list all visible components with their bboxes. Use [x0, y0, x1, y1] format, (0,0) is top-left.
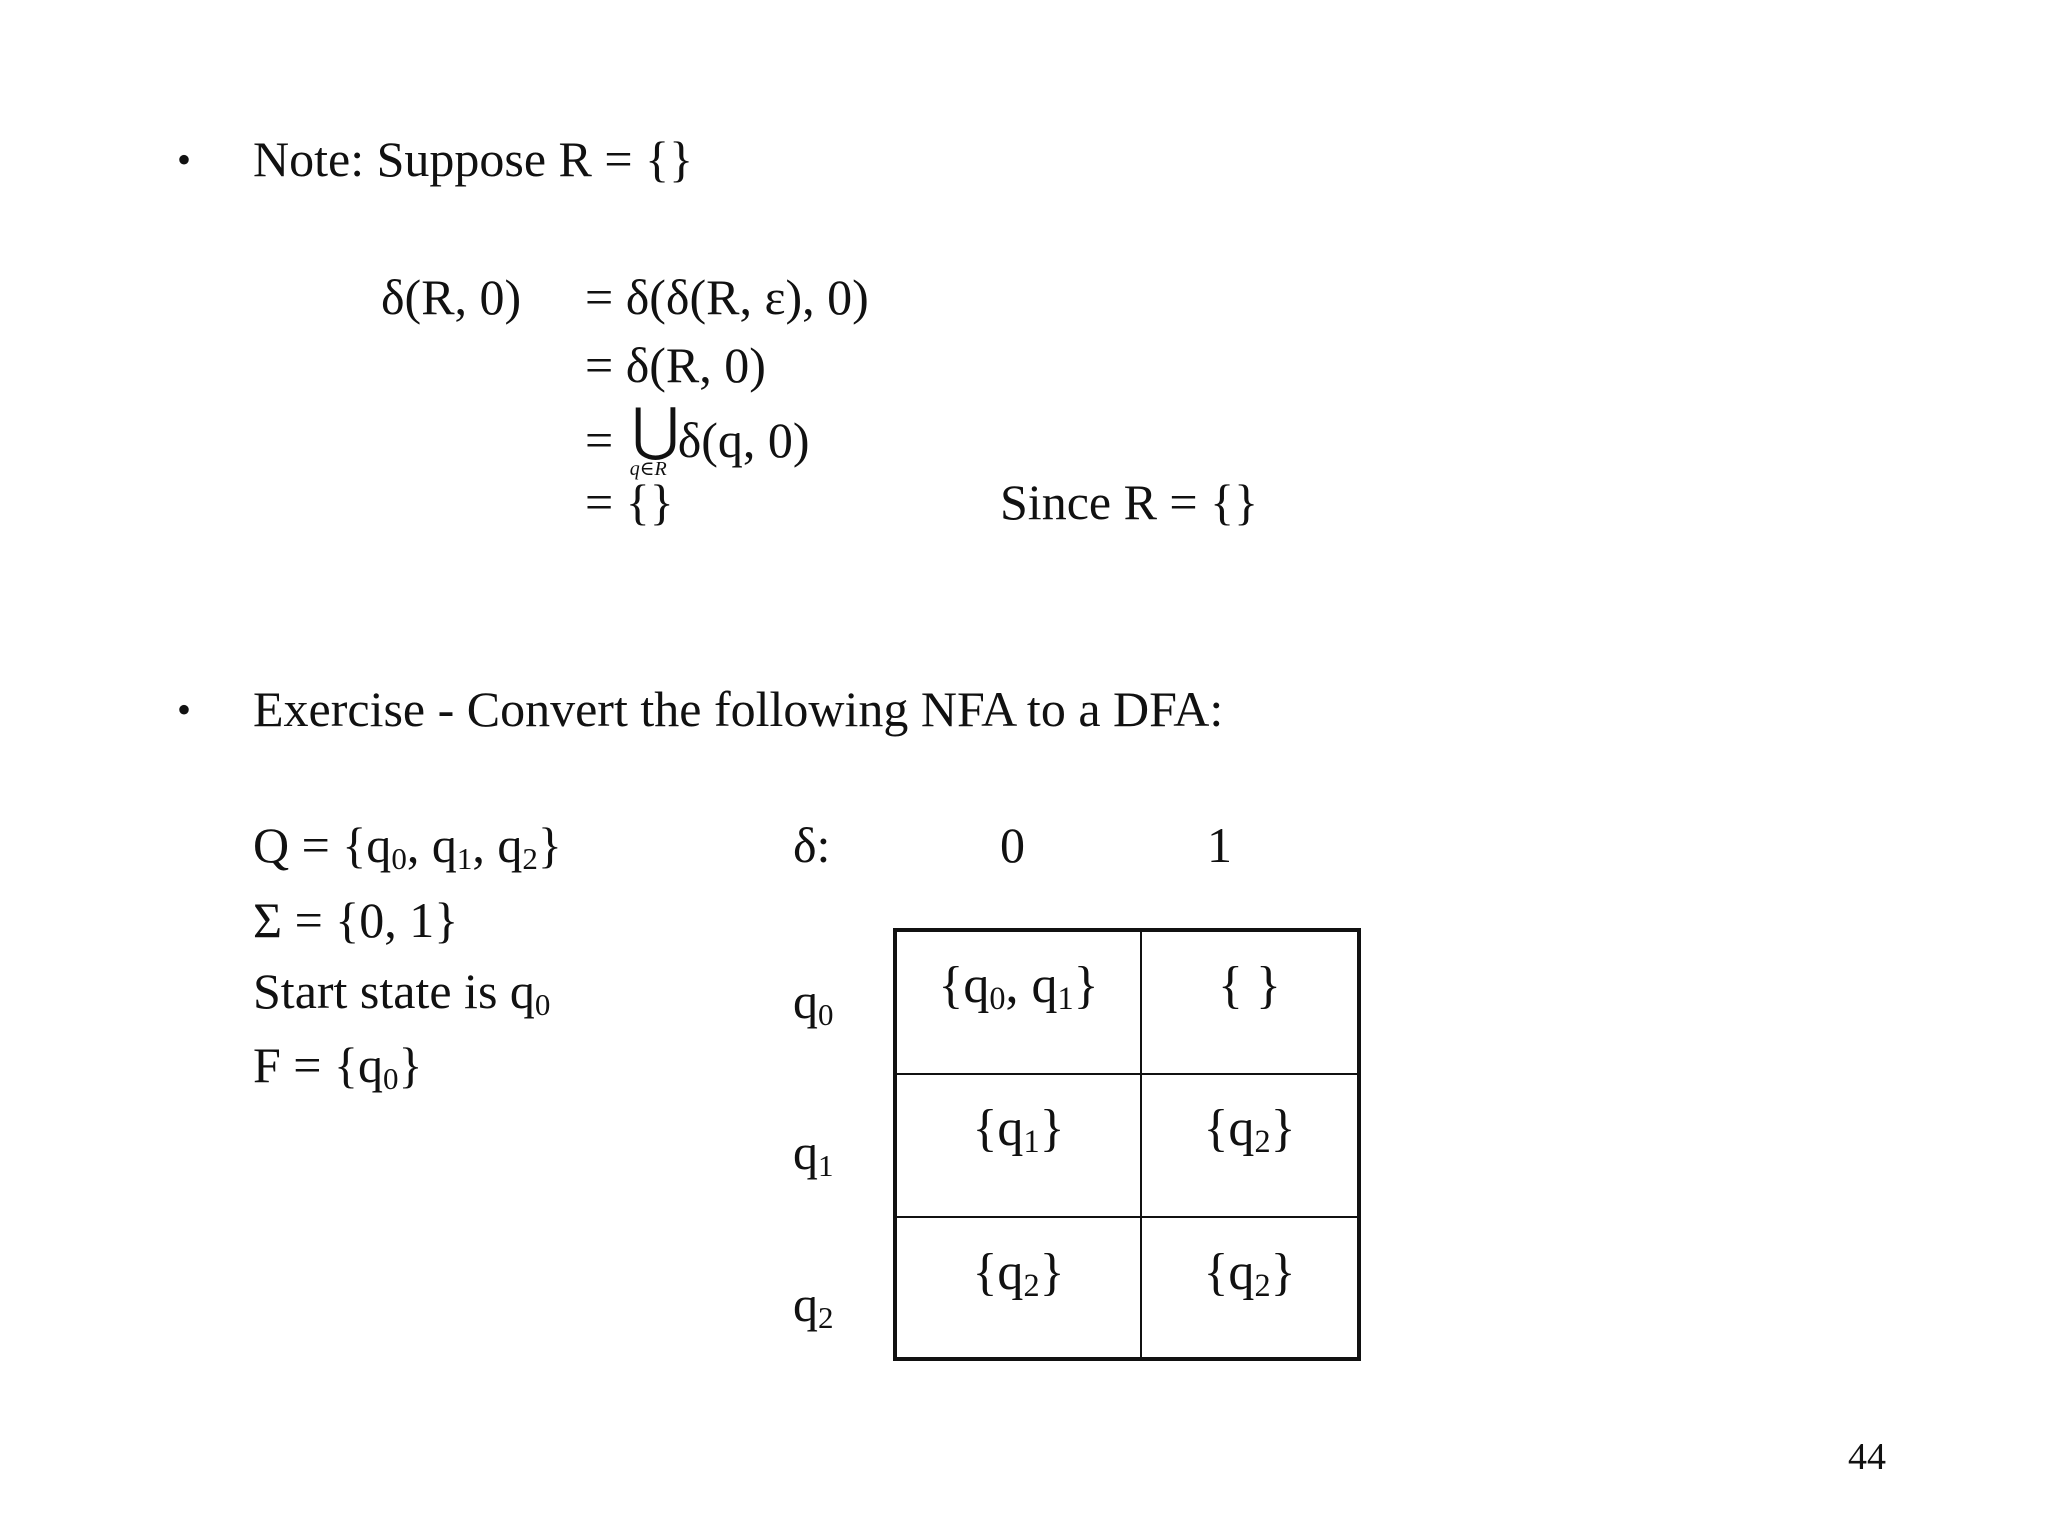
- big-union-operator: [626, 397, 680, 480]
- derivation-line-4: = {}: [585, 474, 674, 530]
- states-definition: $Q = \{q_0$, $q_1$, $q_2$}: [253, 817, 562, 876]
- start-state-definition: Start state is $q_0$: [253, 963, 551, 1022]
- cell-q0-1: { }: [1218, 957, 1281, 1014]
- union-icon: ⋃: [631, 397, 680, 462]
- note-bullet: •: [177, 137, 192, 182]
- cell-q2-1: $\{q_2\}$: [1203, 1244, 1296, 1304]
- row-state-q0: $q_0$: [793, 973, 834, 1032]
- derivation-line-2: = δ(R, 0): [585, 337, 766, 393]
- cell-q1-0: $\{q_1\}$: [972, 1100, 1065, 1160]
- delta-label: δ:: [793, 817, 831, 873]
- note-text: Note: Suppose R = {}: [253, 131, 694, 187]
- union-subscript: q∈R: [629, 458, 667, 480]
- exercise-text: Exercise - Convert the following NFA to a DFA:: [253, 681, 1224, 737]
- table-row-divider-2: [893, 1216, 1361, 1218]
- row-state-q2: $q_2$: [793, 1276, 834, 1335]
- derivation-line-3: [585, 397, 810, 480]
- equals-sign: =: [585, 412, 614, 468]
- cell-q2-0: $\{q_2\}$: [972, 1244, 1065, 1304]
- derivation-justification: Since R = {}: [1000, 474, 1259, 530]
- page-number: 44: [1848, 1436, 1886, 1478]
- exercise-bullet: •: [177, 687, 192, 732]
- union-term: δ(q, 0): [677, 412, 810, 468]
- table-row-divider-1: [893, 1073, 1361, 1075]
- derivation-lhs: δ(R, 0): [381, 269, 522, 325]
- column-header-0: 0: [1000, 817, 1025, 873]
- derivation-line-1: = δ(δ(R, ε), 0): [585, 269, 869, 325]
- final-states-definition: $F = \{q_0\}$: [253, 1037, 423, 1096]
- cell-q0-0: {$q_0$, $q_1$}: [938, 957, 1099, 1017]
- column-header-1: 1: [1207, 817, 1232, 873]
- cell-q1-1: $\{q_2\}$: [1203, 1100, 1296, 1160]
- alphabet-definition: Σ = {0, 1}: [253, 892, 459, 948]
- row-state-q1: $q_1$: [793, 1124, 834, 1183]
